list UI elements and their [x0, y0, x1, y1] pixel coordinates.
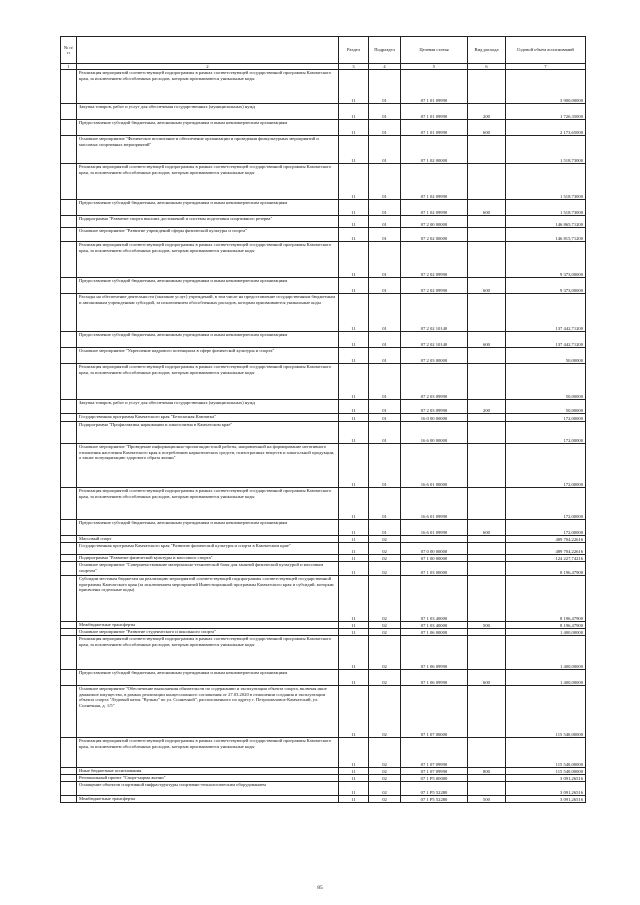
table-row [61, 422, 586, 444]
row-number-cell [61, 796, 77, 803]
row-name-cell: Предоставление субсидий бюджетным, автономным учреждениям и иным некоммерческим организациям [77, 332, 339, 348]
row-expense-type-cell [468, 775, 506, 782]
row-expense-type-cell: 500 [468, 796, 506, 803]
row-amount-cell: 1 400,00000 [506, 636, 586, 670]
row-amount-cell: 146 865,71200 [506, 216, 586, 228]
table-row [61, 444, 586, 488]
row-target-article-cell: 07 2 03 00000 [401, 348, 468, 364]
row-name-cell: Закупка товаров, работ и услуг для обеспечения государственных (муниципальных) нужд [77, 104, 339, 120]
row-number-cell [61, 164, 77, 200]
row-podrazdel-cell: 01 [369, 444, 401, 488]
row-name-cell: Предоставление субсидий бюджетным, автономным учреждениям и иным некоммерческим организациям [77, 520, 339, 536]
row-name-cell: Реализация мероприятий соответствующей подпрограммы в рамках соответствующей государственной программы Камчатского края, за исключением обособленных расходов, которым присваиваются уникальные коды [77, 364, 339, 400]
row-expense-type-cell [468, 543, 506, 555]
row-razdel-cell: 11 [339, 364, 369, 400]
row-podrazdel-cell: 02 [369, 536, 401, 543]
budget-table [60, 36, 586, 803]
row-target-article-cell: 07 1 07 00000 [401, 686, 468, 738]
row-amount-cell: 50,00000 [506, 348, 586, 364]
table-row [61, 242, 586, 278]
row-name-cell: Реализация мероприятий соответствующей подпрограммы в рамках соответствующей государственной программы Камчатского края, за исключением обособленных расходов, которым присваиваются уникальные коды [77, 488, 339, 520]
row-podrazdel-cell: 02 [369, 636, 401, 670]
row-target-article-cell: 07 1 P5 52280 [401, 782, 468, 796]
row-number-cell [61, 364, 77, 400]
row-number-cell [61, 622, 77, 629]
row-expense-type-cell [468, 164, 506, 200]
row-target-article-cell: 07 1 02 00000 [401, 136, 468, 164]
row-podrazdel-cell: 01 [369, 278, 401, 294]
row-target-article-cell: 07 1 01 09990 [401, 70, 468, 104]
row-amount-cell: 1 400,00000 [506, 670, 586, 686]
row-name-cell: Предоставление субсидий бюджетным, автономным учреждениям и иным некоммерческим организациям [77, 200, 339, 216]
header-target-article: Целевая статья [401, 37, 468, 64]
row-expense-type-cell: 600 [468, 278, 506, 294]
row-number-cell [61, 520, 77, 536]
row-name-cell: Государственная программа Камчатского края "Развитие физической культуры и спорта в Камчатском крае" [77, 543, 339, 555]
table-row [61, 670, 586, 686]
table-row [61, 414, 586, 422]
row-podrazdel-cell: 01 [369, 104, 401, 120]
row-razdel-cell: 11 [339, 422, 369, 444]
row-number-cell [61, 555, 77, 562]
row-name-cell: Предоставление субсидий бюджетным, автономным учреждениям и иным некоммерческим организациям [77, 278, 339, 294]
row-podrazdel-cell: 01 [369, 488, 401, 520]
row-name-cell: Основное мероприятие "Физическое воспитание и обеспечение организации и проведения физкультурных мероприятий и массовых спортивных мероприятий" [77, 136, 339, 164]
row-podrazdel-cell: 02 [369, 782, 401, 796]
row-razdel-cell: 11 [339, 796, 369, 803]
column-index: 3 [339, 64, 369, 70]
row-target-article-cell: 16 6 01 00000 [401, 444, 468, 488]
row-amount-cell: 3 091,26516 [506, 796, 586, 803]
row-podrazdel-cell: 01 [369, 422, 401, 444]
row-razdel-cell: 11 [339, 278, 369, 294]
row-target-article-cell: 07 2 02 09990 [401, 278, 468, 294]
row-target-article-cell: 07 1 03 40000 [401, 622, 468, 629]
row-amount-cell: 115 540,00000 [506, 686, 586, 738]
row-name-cell: Реализация мероприятий соответствующей подпрограммы в рамках соответствующей государственной программы Камчатского края, за исключением обособленных расходов, которым присваиваются уникальные коды [77, 70, 339, 104]
row-podrazdel-cell: 02 [369, 686, 401, 738]
row-podrazdel-cell: 01 [369, 332, 401, 348]
row-razdel-cell: 11 [339, 686, 369, 738]
row-amount-cell: 1 400,00000 [506, 629, 586, 636]
row-target-article-cell: 07 1 02 09990 [401, 164, 468, 200]
row-razdel-cell: 11 [339, 775, 369, 782]
table-row [61, 768, 586, 775]
row-amount-cell: 3 091,26516 [506, 782, 586, 796]
row-name-cell: Иные бюджетные ассигнования [77, 768, 339, 775]
row-expense-type-cell: 800 [468, 768, 506, 775]
row-razdel-cell: 11 [339, 348, 369, 364]
row-amount-cell: 9 373,00000 [506, 242, 586, 278]
row-target-article-cell [401, 536, 468, 543]
row-target-article-cell: 16 0 00 00000 [401, 414, 468, 422]
row-razdel-cell: 11 [339, 216, 369, 228]
row-number-cell [61, 136, 77, 164]
table-row [61, 543, 586, 555]
row-podrazdel-cell: 01 [369, 348, 401, 364]
row-amount-cell: 2 173,65000 [506, 120, 586, 136]
row-amount-cell: 50,00000 [506, 400, 586, 414]
row-podrazdel-cell: 02 [369, 576, 401, 622]
row-target-article-cell: 07 1 01 09990 [401, 120, 468, 136]
row-target-article-cell: 07 2 02 10140 [401, 294, 468, 332]
row-target-article-cell: 07 1 P5 00000 [401, 775, 468, 782]
row-target-article-cell: 07 1 06 09990 [401, 636, 468, 670]
row-razdel-cell: 11 [339, 136, 369, 164]
table-row [61, 364, 586, 400]
row-name-cell: Государственная программа Камчатского края "Безопасная Камчатка" [77, 414, 339, 422]
row-number-cell [61, 278, 77, 294]
row-number-cell [61, 70, 77, 104]
table-row [61, 104, 586, 120]
row-expense-type-cell [468, 364, 506, 400]
row-razdel-cell: 11 [339, 629, 369, 636]
row-razdel-cell: 11 [339, 488, 369, 520]
row-razdel-cell: 11 [339, 576, 369, 622]
row-name-cell: Региональный проект "Спорт-норма жизни" [77, 775, 339, 782]
row-name-cell: Основное мероприятие "Развитие студенческого и школьного спорта" [77, 629, 339, 636]
row-razdel-cell: 11 [339, 414, 369, 422]
row-podrazdel-cell: 02 [369, 622, 401, 629]
row-number-cell [61, 332, 77, 348]
row-razdel-cell: 11 [339, 622, 369, 629]
table-row [61, 332, 586, 348]
row-number-cell [61, 636, 77, 670]
table-row [61, 686, 586, 738]
column-index: 6 [468, 64, 506, 70]
row-podrazdel-cell: 02 [369, 629, 401, 636]
header-annual-amount: Годовой объем ассигнований [506, 37, 586, 64]
header-razdel: Раздел [339, 37, 369, 64]
table-row [61, 120, 586, 136]
row-razdel-cell: 11 [339, 670, 369, 686]
row-podrazdel-cell: 02 [369, 738, 401, 768]
table-row [61, 488, 586, 520]
row-number-cell [61, 775, 77, 782]
row-razdel-cell: 11 [339, 120, 369, 136]
row-expense-type-cell [468, 536, 506, 543]
row-name-cell: Предоставление субсидий бюджетным, автономным учреждениям и иным некоммерческим организациям [77, 670, 339, 686]
row-number-cell [61, 422, 77, 444]
row-amount-cell: 489 704,22616 [506, 543, 586, 555]
row-razdel-cell: 11 [339, 555, 369, 562]
row-name-cell: Подпрограмма "Профилактика наркомании и алкоголизма в Камчатском крае" [77, 422, 339, 444]
row-amount-cell: 172,00000 [506, 488, 586, 520]
row-podrazdel-cell: 01 [369, 216, 401, 228]
table-row [61, 278, 586, 294]
table-row [61, 576, 586, 622]
row-name-cell: Оснащение объектов спортивной инфраструктуры спортивно-технологическим оборудованием [77, 782, 339, 796]
row-amount-cell: 8 196,47900 [506, 576, 586, 622]
row-name-cell: Основное мероприятие "Развитие учреждений сферы физической культуры и спорта" [77, 228, 339, 242]
table-row [61, 636, 586, 670]
row-expense-type-cell [468, 414, 506, 422]
row-amount-cell: 172,00000 [506, 414, 586, 422]
row-razdel-cell: 11 [339, 400, 369, 414]
row-razdel-cell: 11 [339, 104, 369, 120]
row-razdel-cell: 11 [339, 782, 369, 796]
table-header-row [61, 37, 586, 64]
row-number-cell [61, 768, 77, 775]
row-number-cell [61, 242, 77, 278]
row-number-cell [61, 738, 77, 768]
row-name-cell: Основное мероприятие "Проведение информационно-пропагандистской работы, направленной на формирование негативного отношения населения Камчатского края к потреблению наркотических средств, психотропных веществ и алкогольной продукции, а также популяризацию здорового образа жизни" [77, 444, 339, 488]
row-number-cell [61, 686, 77, 738]
row-expense-type-cell [468, 228, 506, 242]
row-podrazdel-cell: 02 [369, 555, 401, 562]
row-number-cell [61, 294, 77, 332]
row-expense-type-cell [468, 555, 506, 562]
row-number-cell [61, 216, 77, 228]
row-expense-type-cell: 600 [468, 332, 506, 348]
row-target-article-cell: 07 1 02 09990 [401, 200, 468, 216]
row-name-cell: Массовый спорт [77, 536, 339, 543]
row-razdel-cell: 11 [339, 543, 369, 555]
row-razdel-cell: 11 [339, 768, 369, 775]
row-target-article-cell: 16 6 00 00000 [401, 422, 468, 444]
row-podrazdel-cell: 01 [369, 136, 401, 164]
row-expense-type-cell [468, 444, 506, 488]
row-expense-type-cell [468, 242, 506, 278]
row-amount-cell: 172,00000 [506, 520, 586, 536]
table-row [61, 520, 586, 536]
column-index: 1 [61, 64, 77, 70]
row-amount-cell: 1 518,73000 [506, 136, 586, 164]
row-amount-cell: 137 442,71200 [506, 294, 586, 332]
row-name-cell: Реализация мероприятий соответствующей подпрограммы в рамках соответствующей государственной программы Камчатского края, за исключением обособленных расходов, которым присваиваются уникальные коды [77, 738, 339, 768]
row-expense-type-cell [468, 136, 506, 164]
row-razdel-cell: 11 [339, 536, 369, 543]
row-razdel-cell: 11 [339, 444, 369, 488]
row-target-article-cell: 07 2 03 09990 [401, 364, 468, 400]
row-target-article-cell: 07 2 00 00000 [401, 216, 468, 228]
row-razdel-cell: 11 [339, 562, 369, 576]
row-amount-cell: 3 091,26516 [506, 775, 586, 782]
row-razdel-cell: 11 [339, 164, 369, 200]
row-number-cell [61, 576, 77, 622]
row-expense-type-cell [468, 738, 506, 768]
row-name-cell: Основное мероприятие "Укрепление кадрового потенциала в сфере физической культуры и спорта" [77, 348, 339, 364]
row-amount-cell: 115 540,00000 [506, 738, 586, 768]
row-amount-cell: 1 518,73000 [506, 200, 586, 216]
table-row [61, 164, 586, 200]
row-name-cell: Основное мероприятие "Совершенствование материально-технической базы для занятий физической культурой и массовым спортом" [77, 562, 339, 576]
header-name [77, 37, 339, 64]
row-target-article-cell: 16 6 01 09990 [401, 520, 468, 536]
row-target-article-cell: 07 1 06 09990 [401, 670, 468, 686]
row-podrazdel-cell: 01 [369, 414, 401, 422]
row-expense-type-cell [468, 782, 506, 796]
row-target-article-cell: 07 2 02 09990 [401, 242, 468, 278]
row-expense-type-cell: 600 [468, 120, 506, 136]
row-expense-type-cell: 600 [468, 520, 506, 536]
row-podrazdel-cell: 01 [369, 400, 401, 414]
row-target-article-cell: 07 2 03 09990 [401, 400, 468, 414]
table-row [61, 348, 586, 364]
table-row [61, 70, 586, 104]
table-row [61, 228, 586, 242]
row-name-cell: Подпрограмма "Развитие спорта высших достижений и системы подготовки спортивного резерва" [77, 216, 339, 228]
header-expense-type: Вид расхода [468, 37, 506, 64]
row-number-cell [61, 782, 77, 796]
row-podrazdel-cell: 02 [369, 775, 401, 782]
row-expense-type-cell [468, 488, 506, 520]
row-amount-cell: 50,00000 [506, 364, 586, 400]
table-row [61, 796, 586, 803]
row-expense-type-cell: 200 [468, 104, 506, 120]
table-row [61, 738, 586, 768]
row-number-cell [61, 444, 77, 488]
row-podrazdel-cell: 02 [369, 670, 401, 686]
row-target-article-cell: 07 1 P5 52280 [401, 796, 468, 803]
row-razdel-cell: 11 [339, 520, 369, 536]
row-target-article-cell: 07 1 07 09990 [401, 768, 468, 775]
row-razdel-cell: 11 [339, 738, 369, 768]
row-expense-type-cell: 200 [468, 400, 506, 414]
row-target-article-cell: 07 1 03 40000 [401, 576, 468, 622]
page-number: 85 [317, 885, 323, 891]
row-podrazdel-cell: 02 [369, 796, 401, 803]
row-razdel-cell: 11 [339, 636, 369, 670]
row-name-cell: Межбюджетные трансферты [77, 796, 339, 803]
table-row [61, 536, 586, 543]
row-podrazdel-cell: 01 [369, 120, 401, 136]
row-expense-type-cell: 500 [468, 622, 506, 629]
row-amount-cell: 9 373,00000 [506, 278, 586, 294]
row-number-cell [61, 400, 77, 414]
row-expense-type-cell [468, 70, 506, 104]
row-number-cell [61, 414, 77, 422]
row-number-cell [61, 200, 77, 216]
row-target-article-cell: 07 0 00 00000 [401, 543, 468, 555]
row-amount-cell: 146 815,71200 [506, 228, 586, 242]
row-amount-cell: 489 704,22616 [506, 536, 586, 543]
row-expense-type-cell [468, 216, 506, 228]
row-podrazdel-cell: 01 [369, 242, 401, 278]
row-number-cell [61, 629, 77, 636]
row-target-article-cell: 07 1 00 00000 [401, 555, 468, 562]
row-expense-type-cell [468, 562, 506, 576]
row-podrazdel-cell: 01 [369, 294, 401, 332]
table-row [61, 136, 586, 164]
row-name-cell: Реализация мероприятий соответствующей подпрограммы в рамках соответствующей государственной программы Камчатского края, за исключением обособленных расходов, которым присваиваются уникальные коды [77, 164, 339, 200]
row-expense-type-cell [468, 422, 506, 444]
row-podrazdel-cell: 01 [369, 520, 401, 536]
row-number-cell [61, 670, 77, 686]
row-amount-cell: 172,00000 [506, 444, 586, 488]
row-amount-cell: 8 196,47900 [506, 562, 586, 576]
row-podrazdel-cell: 02 [369, 543, 401, 555]
table-row [61, 400, 586, 414]
row-razdel-cell: 11 [339, 332, 369, 348]
row-name-cell: Реализация мероприятий соответствующей подпрограммы в рамках соответствующей государственной программы Камчатского края, за исключением обособленных расходов, которым присваиваются уникальные коды [77, 242, 339, 278]
row-podrazdel-cell: 01 [369, 164, 401, 200]
table-row [61, 782, 586, 796]
row-expense-type-cell [468, 636, 506, 670]
row-amount-cell: 115 540,00000 [506, 768, 586, 775]
row-razdel-cell: 11 [339, 228, 369, 242]
row-target-article-cell: 07 1 06 00000 [401, 629, 468, 636]
row-razdel-cell: 11 [339, 70, 369, 104]
row-amount-cell: 1 726,35000 [506, 104, 586, 120]
row-expense-type-cell [468, 576, 506, 622]
row-podrazdel-cell: 02 [369, 562, 401, 576]
column-index: 4 [369, 64, 401, 70]
table-row [61, 622, 586, 629]
row-number-cell [61, 104, 77, 120]
row-name-cell: Межбюджетные трансферты [77, 622, 339, 629]
row-razdel-cell: 11 [339, 200, 369, 216]
header-num: № п/п [61, 37, 77, 64]
table-row [61, 200, 586, 216]
row-razdel-cell: 11 [339, 242, 369, 278]
row-name-cell: Субсидии местным бюджетам на реализацию мероприятий соответствующей подпрограммы соответствующей государственной программы Камчатского края (за исключением мероприятий Инвестиционной программы Камчатского края и субсидий, которым присвоены отдельные коды) [77, 576, 339, 622]
row-expense-type-cell: 600 [468, 200, 506, 216]
row-target-article-cell: 07 1 07 09990 [401, 738, 468, 768]
column-index: 7 [506, 64, 586, 70]
table-row [61, 629, 586, 636]
row-podrazdel-cell: 02 [369, 768, 401, 775]
row-amount-cell: 124 227,74216 [506, 555, 586, 562]
row-number-cell [61, 488, 77, 520]
row-expense-type-cell [468, 629, 506, 636]
row-amount-cell: 172,00000 [506, 422, 586, 444]
row-podrazdel-cell: 01 [369, 228, 401, 242]
row-target-article-cell: 07 1 03 00000 [401, 562, 468, 576]
budget-document [60, 36, 585, 803]
row-number-cell [61, 536, 77, 543]
table-row [61, 216, 586, 228]
row-number-cell [61, 348, 77, 364]
row-number-cell [61, 228, 77, 242]
row-expense-type-cell [468, 686, 506, 738]
row-name-cell: Реализация мероприятий соответствующей подпрограммы в рамках соответствующей государственной программы Камчатского края, за исключением обособленных расходов, которым присваиваются уникальные коды [77, 636, 339, 670]
row-number-cell [61, 120, 77, 136]
header-podrazdel: Подраздел [369, 37, 401, 64]
table-row [61, 555, 586, 562]
column-index: 2 [77, 64, 339, 70]
row-number-cell [61, 562, 77, 576]
row-amount-cell: 8 196,47900 [506, 622, 586, 629]
row-expense-type-cell [468, 294, 506, 332]
row-name-cell: Расходы на обеспечение деятельности (оказание услуг) учреждений, в том числе на предоставление государственным бюджетным и автономным учреждениям субсидий, за исключением обособленных расходов, которым присваиваются уникальные коды [77, 294, 339, 332]
row-expense-type-cell [468, 348, 506, 364]
row-podrazdel-cell: 01 [369, 70, 401, 104]
row-target-article-cell: 16 6 01 09990 [401, 488, 468, 520]
row-target-article-cell: 07 2 02 10140 [401, 332, 468, 348]
table-row [61, 562, 586, 576]
row-name-cell: Основное мероприятие "Обеспечение выполнения обязательств по содержанию и эксплуатации объекта спорта, включая иное движимое имущество, в рамках реализации концессионного соглашения от 27.03.2020 в отношении создания и эксплуатации объекта спорта "Ледовый каток "Вулкан" по ул. Солнечной", расположенного по адресу г. Петропавловск-Камчатский, ул. Солнечная, д. 1/5" [77, 686, 339, 738]
row-amount-cell: 3 900,00000 [506, 70, 586, 104]
row-target-article-cell: 07 2 02 00000 [401, 228, 468, 242]
row-razdel-cell: 11 [339, 294, 369, 332]
row-amount-cell: 1 518,73000 [506, 164, 586, 200]
column-index: 5 [401, 64, 468, 70]
table-row [61, 294, 586, 332]
row-expense-type-cell: 600 [468, 670, 506, 686]
row-podrazdel-cell: 01 [369, 364, 401, 400]
row-name-cell: Закупка товаров, работ и услуг для обеспечения государственных (муниципальных) нужд [77, 400, 339, 414]
table-row [61, 775, 586, 782]
row-number-cell [61, 543, 77, 555]
row-name-cell: Подпрограмма "Развитие физической культуры и массового спорта" [77, 555, 339, 562]
row-podrazdel-cell: 01 [369, 200, 401, 216]
row-target-article-cell: 07 1 01 09990 [401, 104, 468, 120]
row-name-cell: Предоставление субсидий бюджетным, автономным учреждениям и иным некоммерческим организациям [77, 120, 339, 136]
row-amount-cell: 137 442,71200 [506, 332, 586, 348]
